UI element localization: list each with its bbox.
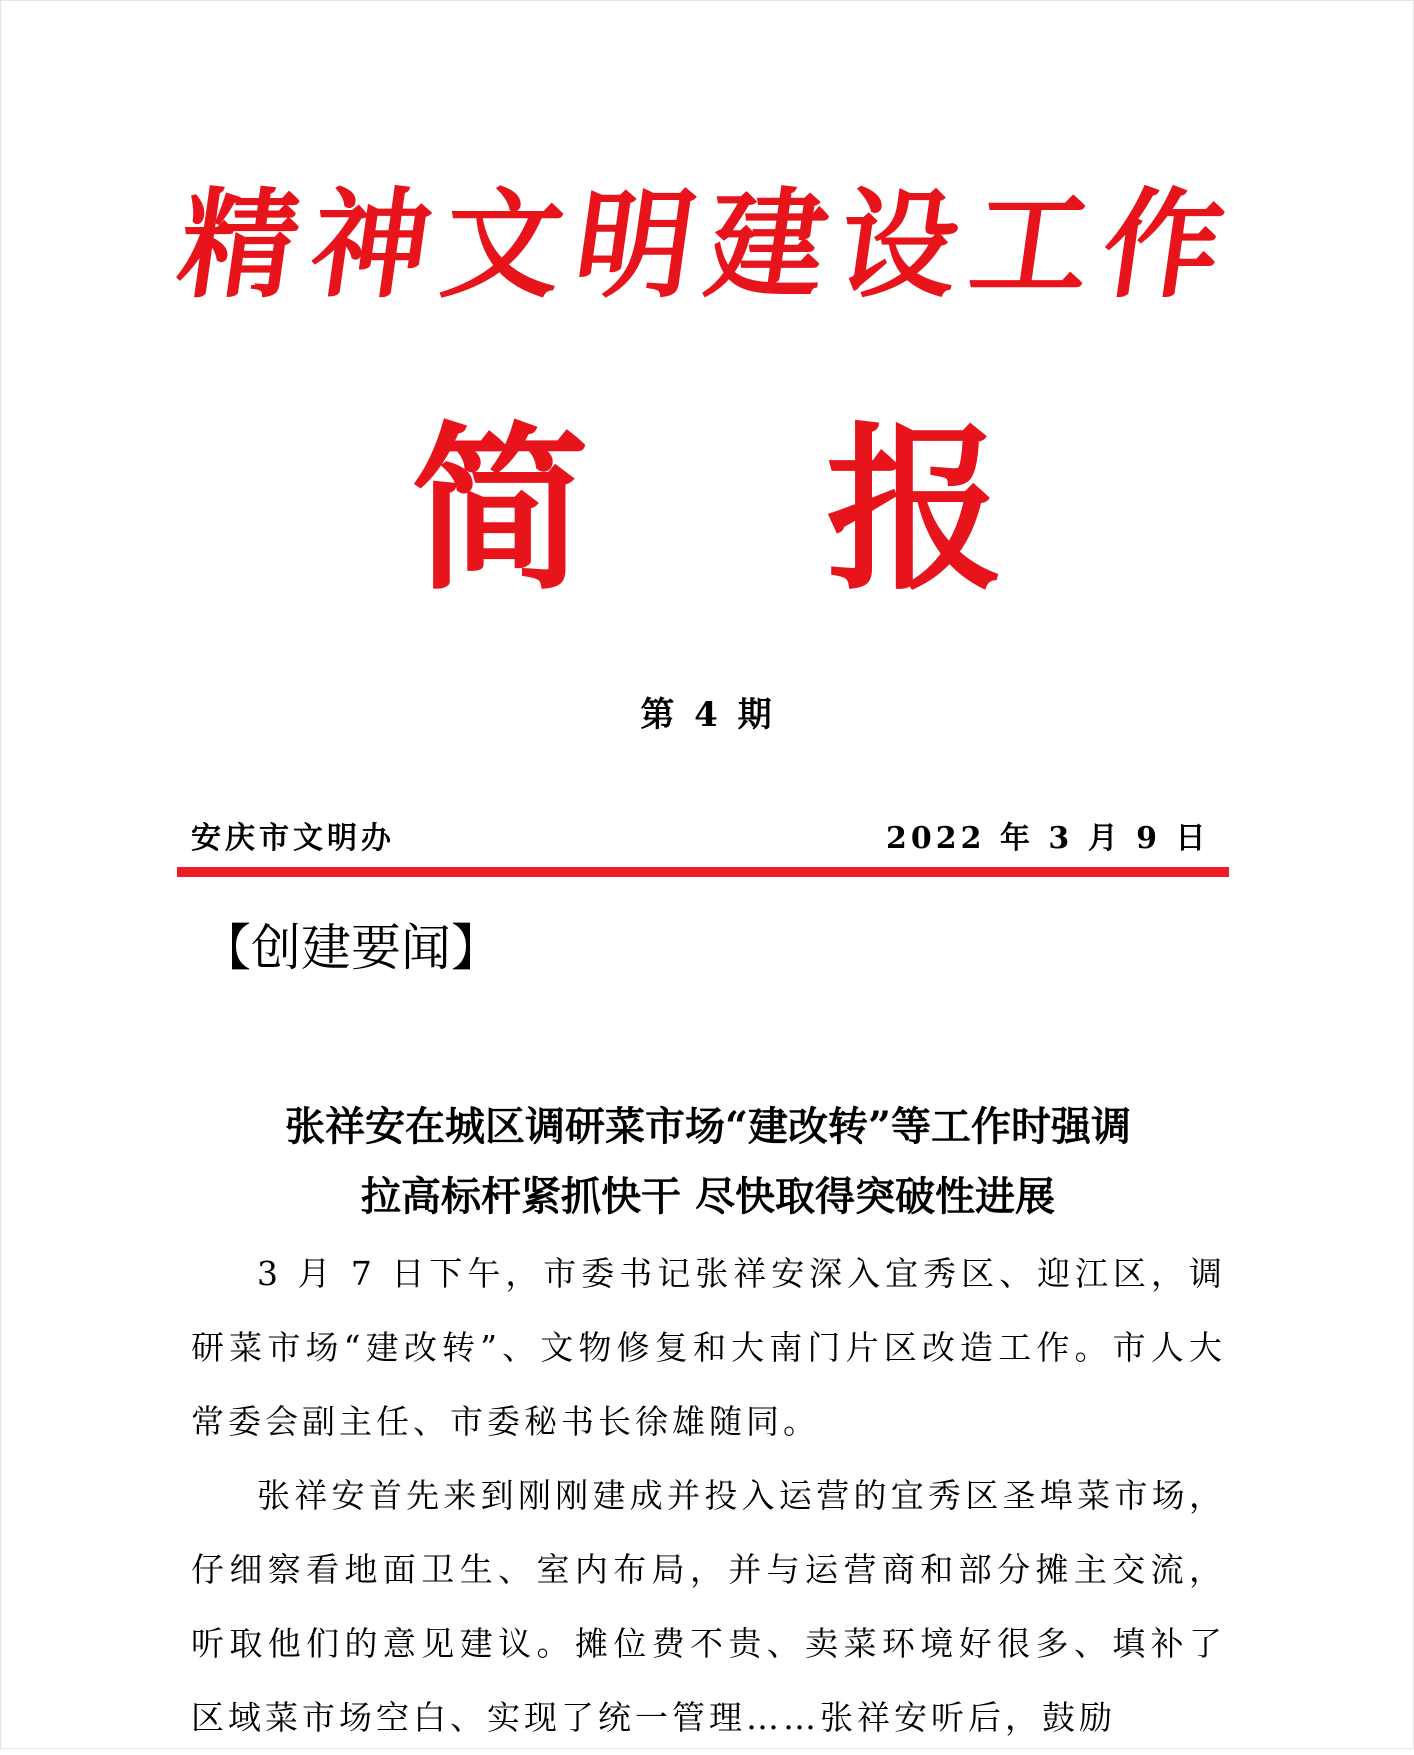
issue-number: 第 4 期 [640, 695, 776, 735]
article-headline-line1: 张祥安在城区调研菜市场“建改转”等工作时强调 [284, 1103, 1131, 1150]
issuing-organization: 安庆市文明办 [191, 821, 395, 856]
article-headline-line2: 拉高标杆紧抓快干 尽快取得突破性进展 [361, 1173, 1055, 1220]
issue-date: 2022 年 3 月 9 日 [886, 821, 1210, 856]
article-paragraph: 3 月 7 日下午，市委书记张祥安深入宜秀区、迎江区，调研菜市场“建改转”、文物修复和大南门片区改造工作。市人大常委会副主任、市委秘书长徐雄随同。 [191, 1254, 1226, 1441]
masthead-title: 精神文明建设工作 [170, 175, 1246, 314]
red-divider-line [177, 867, 1229, 877]
article-paragraph: 张祥安首先来到刚刚建成并投入运营的宜秀区圣埠菜市场，仔细察看地面卫生、室内布局，并与运营商和部分摊主交流，听取他们的意见建议。摊位费不贵、卖菜环境好很多、填补了区域菜市场空白、实现了统一管理……张祥安听后，鼓励 [191, 1476, 1226, 1737]
section-label: 【创建要闻】 [201, 919, 501, 977]
subtitle-bao: 报 [826, 405, 1004, 614]
subtitle-jian: 简 [411, 405, 589, 614]
